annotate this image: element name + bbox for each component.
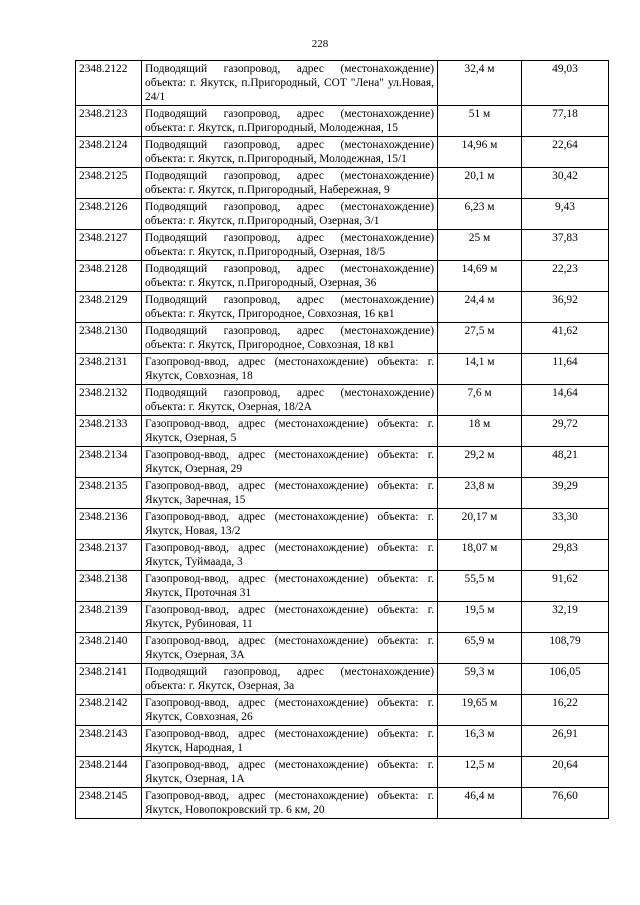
value-cell: 108,79 [522, 633, 609, 664]
page-number: 228 [311, 38, 329, 50]
value-cell: 30,42 [522, 168, 609, 199]
length-cell: 32,4 м [438, 61, 522, 106]
registry-number-cell: 2348.2132 [76, 385, 142, 416]
length-cell: 20,17 м [438, 509, 522, 540]
registry-number-cell: 2348.2142 [76, 695, 142, 726]
length-cell: 14,96 м [438, 137, 522, 168]
registry-number-cell: 2348.2139 [76, 602, 142, 633]
table-row [76, 323, 609, 354]
table-row [76, 478, 609, 509]
object-description-cell: Газопровод-ввод, адрес (местонахождение) объекта: г. Якутск, Озерная, 1А [142, 757, 438, 788]
registry-number-cell: 2348.2122 [76, 61, 142, 106]
length-cell: 46,4 м [438, 788, 522, 819]
table-row [76, 106, 609, 137]
object-description-cell: Газопровод-ввод, адрес (местонахождение) объекта: г. Якутск, Озерная, 29 [142, 447, 438, 478]
object-description-cell: Газопровод-ввод, адрес (местонахождение) объекта: г. Якутск, Заречная, 15 [142, 478, 438, 509]
length-cell: 16,3 м [438, 726, 522, 757]
object-description-cell: Газопровод-ввод, адрес (местонахождение) объекта: г. Якутск, Новопокровский тр. 6 км, 20 [142, 788, 438, 819]
registry-number-cell: 2348.2133 [76, 416, 142, 447]
table-row [76, 230, 609, 261]
value-cell: 36,92 [522, 292, 609, 323]
registry-number-cell: 2348.2136 [76, 509, 142, 540]
length-cell: 12,5 м [438, 757, 522, 788]
table-row [76, 664, 609, 695]
object-description-cell: Подводящий газопровод, адрес (местонахождение) объекта: г. Якутск, п.Пригородный, Озерная, 3/1 [142, 199, 438, 230]
object-description-cell: Подводящий газопровод, адрес (местонахождение) объекта: г. Якутск, п.Пригородный, Озерная, 18/5 [142, 230, 438, 261]
length-cell: 18,07 м [438, 540, 522, 571]
object-description-cell: Газопровод-ввод, адрес (местонахождение) объекта: г. Якутск, Рубиновая, 11 [142, 602, 438, 633]
registry-number-cell: 2348.2123 [76, 106, 142, 137]
value-cell: 41,62 [522, 323, 609, 354]
table-row [76, 695, 609, 726]
object-description-cell: Газопровод-ввод, адрес (местонахождение) объекта: г. Якутск, Совхозная, 18 [142, 354, 438, 385]
object-description-cell: Газопровод-ввод, адрес (местонахождение) объекта: г. Якутск, Туймаада, 3 [142, 540, 438, 571]
length-cell: 25 м [438, 230, 522, 261]
value-cell: 106,05 [522, 664, 609, 695]
registry-table-body [76, 61, 609, 819]
registry-number-cell: 2348.2144 [76, 757, 142, 788]
table-row [76, 447, 609, 478]
length-cell: 27,5 м [438, 323, 522, 354]
table-row [76, 602, 609, 633]
value-cell: 22,64 [522, 137, 609, 168]
registry-number-cell: 2348.2134 [76, 447, 142, 478]
table-row [76, 540, 609, 571]
registry-number-cell: 2348.2131 [76, 354, 142, 385]
length-cell: 19,65 м [438, 695, 522, 726]
table-row [76, 571, 609, 602]
table-row [76, 788, 609, 819]
length-cell: 20,1 м [438, 168, 522, 199]
table-row [76, 292, 609, 323]
registry-number-cell: 2348.2138 [76, 571, 142, 602]
registry-number-cell: 2348.2145 [76, 788, 142, 819]
table-row [76, 137, 609, 168]
value-cell: 14,64 [522, 385, 609, 416]
length-cell: 51 м [438, 106, 522, 137]
value-cell: 76,60 [522, 788, 609, 819]
object-description-cell: Газопровод-ввод, адрес (местонахождение) объекта: г. Якутск, Совхозная, 26 [142, 695, 438, 726]
registry-number-cell: 2348.2137 [76, 540, 142, 571]
object-description-cell: Подводящий газопровод, адрес (местонахождение) объекта: г. Якутск, п.Пригородный, Молодежная, 15/1 [142, 137, 438, 168]
value-cell: 29,72 [522, 416, 609, 447]
registry-number-cell: 2348.2135 [76, 478, 142, 509]
value-cell: 91,62 [522, 571, 609, 602]
registry-number-cell: 2348.2141 [76, 664, 142, 695]
registry-number-cell: 2348.2124 [76, 137, 142, 168]
value-cell: 37,83 [522, 230, 609, 261]
length-cell: 7,6 м [438, 385, 522, 416]
value-cell: 20,64 [522, 757, 609, 788]
object-description-cell: Газопровод-ввод, адрес (местонахождение) объекта: г. Якутск, Проточная 31 [142, 571, 438, 602]
table-row [76, 261, 609, 292]
length-cell: 59,3 м [438, 664, 522, 695]
object-description-cell: Газопровод-ввод, адрес (местонахождение) объекта: г. Якутск, Озерная, 3А [142, 633, 438, 664]
length-cell: 6,23 м [438, 199, 522, 230]
table-row [76, 168, 609, 199]
table-row [76, 385, 609, 416]
value-cell: 39,29 [522, 478, 609, 509]
length-cell: 18 м [438, 416, 522, 447]
value-cell: 11,64 [522, 354, 609, 385]
object-description-cell: Подводящий газопровод, адрес (местонахождение) объекта: г. Якутск, п.Пригородный, СОТ "Лена" ул.Новая, 24/1 [142, 61, 438, 106]
value-cell: 32,19 [522, 602, 609, 633]
table-row [76, 633, 609, 664]
length-cell: 14,69 м [438, 261, 522, 292]
length-cell: 65,9 м [438, 633, 522, 664]
value-cell: 26,91 [522, 726, 609, 757]
object-description-cell: Газопровод-ввод, адрес (местонахождение) объекта: г. Якутск, Озерная, 5 [142, 416, 438, 447]
registry-number-cell: 2348.2128 [76, 261, 142, 292]
length-cell: 55,5 м [438, 571, 522, 602]
registry-number-cell: 2348.2130 [76, 323, 142, 354]
object-description-cell: Газопровод-ввод, адрес (местонахождение) объекта: г. Якутск, Народная, 1 [142, 726, 438, 757]
property-registry-table [75, 60, 609, 819]
object-description-cell: Подводящий газопровод, адрес (местонахождение) объекта: г. Якутск, п.Пригородный, Набережная, 9 [142, 168, 438, 199]
object-description-cell: Подводящий газопровод, адрес (местонахождение) объекта: г. Якутск, Озерная, 3а [142, 664, 438, 695]
table-row [76, 61, 609, 106]
object-description-cell: Подводящий газопровод, адрес (местонахождение) объекта: г. Якутск, Пригородное, Совхозная, 18 кв1 [142, 323, 438, 354]
registry-number-cell: 2348.2125 [76, 168, 142, 199]
object-description-cell: Подводящий газопровод, адрес (местонахождение) объекта: г. Якутск, Пригородное, Совхозная, 16 кв1 [142, 292, 438, 323]
length-cell: 19,5 м [438, 602, 522, 633]
value-cell: 29,83 [522, 540, 609, 571]
object-description-cell: Газопровод-ввод, адрес (местонахождение) объекта: г. Якутск, Новая, 13/2 [142, 509, 438, 540]
table-row [76, 354, 609, 385]
value-cell: 33,30 [522, 509, 609, 540]
registry-number-cell: 2348.2127 [76, 230, 142, 261]
table-row [76, 416, 609, 447]
registry-number-cell: 2348.2126 [76, 199, 142, 230]
length-cell: 23,8 м [438, 478, 522, 509]
length-cell: 14,1 м [438, 354, 522, 385]
registry-number-cell: 2348.2140 [76, 633, 142, 664]
table-row [76, 757, 609, 788]
value-cell: 16,22 [522, 695, 609, 726]
object-description-cell: Подводящий газопровод, адрес (местонахождение) объекта: г. Якутск, п.Пригородный, Молодежная, 15 [142, 106, 438, 137]
registry-number-cell: 2348.2143 [76, 726, 142, 757]
table-row [76, 726, 609, 757]
value-cell: 48,21 [522, 447, 609, 478]
object-description-cell: Подводящий газопровод, адрес (местонахождение) объекта: г. Якутск, п.Пригородный, Озерная, 36 [142, 261, 438, 292]
table-row [76, 509, 609, 540]
registry-number-cell: 2348.2129 [76, 292, 142, 323]
length-cell: 24,4 м [438, 292, 522, 323]
table-row [76, 199, 609, 230]
value-cell: 22,23 [522, 261, 609, 292]
value-cell: 49,03 [522, 61, 609, 106]
value-cell: 77,18 [522, 106, 609, 137]
value-cell: 9,43 [522, 199, 609, 230]
object-description-cell: Подводящий газопровод, адрес (местонахождение) объекта: г. Якутск, Озерная, 18/2А [142, 385, 438, 416]
length-cell: 29,2 м [438, 447, 522, 478]
